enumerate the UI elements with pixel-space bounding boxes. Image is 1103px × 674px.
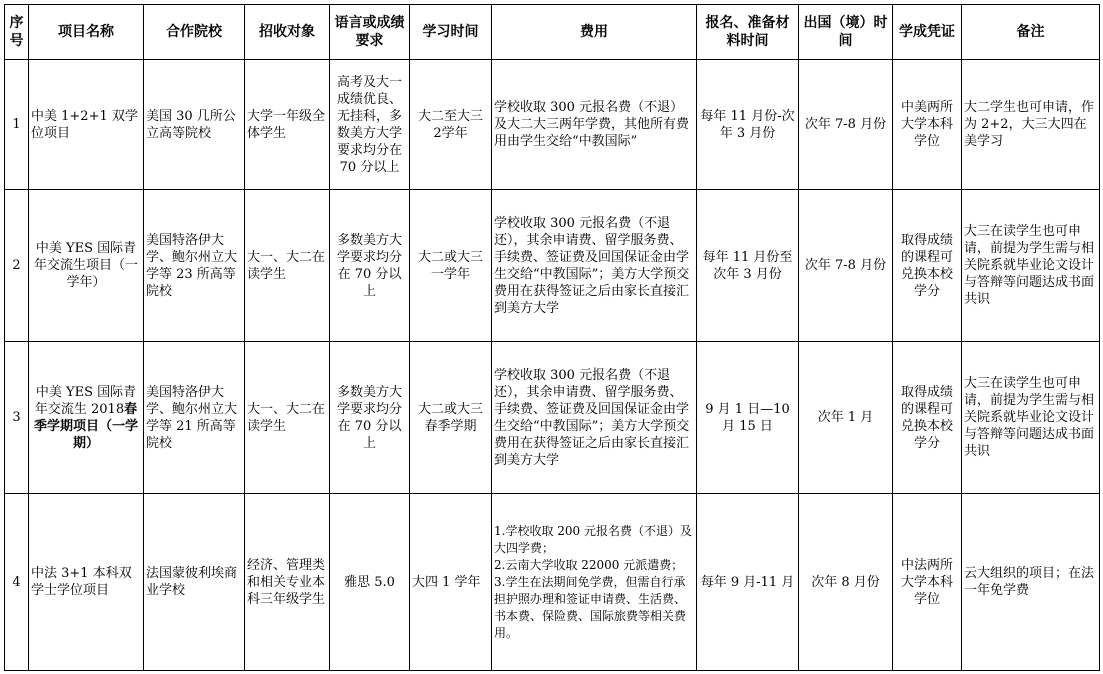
fee-item: 2.云南大学收取 22000 元派遣费； (494, 557, 684, 572)
cell-name: 中美 YES 国际青年交流生项目（一学年） (29, 190, 144, 342)
cell-study-time: 大二或大三 一学年 (410, 190, 492, 342)
cell-school: 美国特洛伊大学、鲍尔州立大学等 21 所高等院校 (144, 342, 245, 494)
cell-language: 雅思 5.0 (330, 494, 410, 671)
cell-school: 美国 30 几所公立高等院校 (144, 60, 245, 190)
cell-remark: 大二学生也可申请，作为 2+2，大三大四在美学习 (962, 60, 1100, 190)
fee-item: 1.学校收取 200 元报名费（不退）及大四学费； (494, 523, 692, 555)
header-study-time: 学习时间 (410, 5, 492, 60)
cell-credential: 取得成绩的课程可兑换本校学分 (893, 342, 962, 494)
cell-name: 中美 1+2+1 双学位项目 (29, 60, 144, 190)
cell-remark: 大三在读学生也可申请，前提为学生需与相关院系就毕业论文设计与答辩等问题达成书面共识 (962, 190, 1100, 342)
cell-school: 法国蒙彼利埃商业学校 (144, 494, 245, 671)
cell-credential: 中法两所大学本科学位 (893, 494, 962, 671)
header-credential: 学成凭证 (893, 5, 962, 60)
cell-target: 大学一年级全体学生 (245, 60, 330, 190)
cell-remark: 大三在读学生也可申请，前提为学生需与相关院系就毕业论文设计与答辩等问题达成书面共识 (962, 342, 1100, 494)
cell-no: 3 (5, 342, 29, 494)
cell-study-time: 大四 1 学年 (410, 494, 492, 671)
header-language: 语言或成绩要求 (330, 5, 410, 60)
table-row (5, 190, 1100, 342)
cell-study-time: 大二或大三春季学期 (410, 342, 492, 494)
table-row (5, 494, 1100, 671)
header-depart-time: 出国（境）时间 (799, 5, 893, 60)
cell-name-part1: 中美 YES 国际青年交流生 2018 (34, 384, 137, 417)
header-remark: 备注 (962, 5, 1100, 60)
cell-language: 多数美方大学要求均分在 70 分以上 (330, 190, 410, 342)
cell-apply-time: 每年 11 月份-次年 3 月份 (697, 60, 799, 190)
cell-fee: 学校收取 300 元报名费（不退）及大二大三两年学费，其他所有费用由学生交给“中教国际” (492, 60, 697, 190)
header-no: 序号 (5, 5, 29, 60)
header-target: 招收对象 (245, 5, 330, 60)
cell-apply-time: 每年 11 月份至次年 3 月份 (697, 190, 799, 342)
header-school: 合作院校 (144, 5, 245, 60)
cell-school: 美国特洛伊大学、鲍尔州立大学等 23 所高等院校 (144, 190, 245, 342)
cell-depart-time: 次年 8 月份 (799, 494, 893, 671)
cell-no: 2 (5, 190, 29, 342)
table-row (5, 60, 1100, 190)
cell-depart-time: 次年 1 月 (799, 342, 893, 494)
cell-depart-time: 次年 7-8 月份 (799, 60, 893, 190)
cell-no: 4 (5, 494, 29, 671)
cell-apply-time: 每年 9 月-11 月 (697, 494, 799, 671)
cell-target: 大一、大二在读学生 (245, 190, 330, 342)
header-name: 项目名称 (29, 5, 144, 60)
cell-credential: 取得成绩的课程可兑换本校学分 (893, 190, 962, 342)
cell-study-time: 大二至大三 2学年 (410, 60, 492, 190)
cell-depart-time: 次年 7-8 月份 (799, 190, 893, 342)
cell-no: 1 (5, 60, 29, 190)
cell-target: 大一、大二在读学生 (245, 342, 330, 494)
cell-fee: 学校收取 300 元报名费（不退还），其余申请费、留学服务费、手续费、签证费及回国保证金由学生交给“中教国际”；美方大学预交费用在获得签证之后由家长直接汇到美方大学 (492, 342, 697, 494)
fee-item: 3.学生在法期间免学费，但需自行承担护照办理和签证申请费、生活费、书本费、保险费、国际旅费等相关费用。 (494, 574, 687, 640)
cell-name (29, 342, 144, 494)
program-table (4, 4, 1100, 671)
cell-apply-time: 9 月 1 日—10 月 15 日 (697, 342, 799, 494)
header-fee: 费用 (492, 5, 697, 60)
cell-name: 中法 3+1 本科双学士学位项目 (29, 494, 144, 671)
header-apply-time: 报名、准备材料时间 (697, 5, 799, 60)
cell-language: 高考及大一成绩优良、无挂科，多数美方大学要求均分在 70 分以上 (330, 60, 410, 190)
cell-credential: 中美两所大学本科学位 (893, 60, 962, 190)
cell-fee: 学校收取 300 元报名费（不退还），其余申请费、留学服务费、手续费、签证费及回国保证金由学生交给“中教国际”；美方大学预交费用在获得签证之后由家长直接汇到美方大学 (492, 190, 697, 342)
cell-remark: 云大组织的项目；在法一年免学费 (962, 494, 1100, 671)
cell-language: 多数美方大学要求均分在 70 分以上 (330, 342, 410, 494)
cell-name-part2: 春季学期项目（一学期） (33, 401, 138, 451)
cell-fee (492, 494, 697, 671)
header-row (5, 5, 1100, 60)
table-row (5, 342, 1100, 494)
cell-target: 经济、管理类和相关专业本科三年级学生 (245, 494, 330, 671)
